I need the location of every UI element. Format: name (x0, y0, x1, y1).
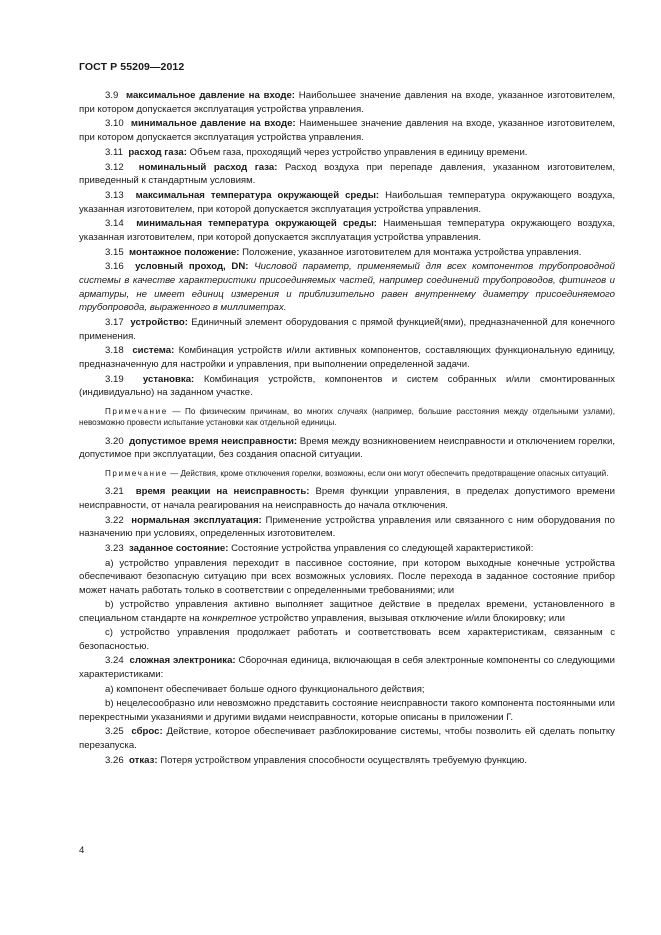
term: монтажное положение: (129, 246, 240, 258)
term: максимальная температура окружающей среды: (135, 189, 380, 201)
definition-3-12: 3.12 номинальный расход газа: Расход воздуха при перепаде давления, указанном изготовителем, приведенный к стандартным условиям. (79, 161, 615, 187)
definitions-body (79, 89, 615, 768)
term: заданное состояние: (129, 543, 229, 555)
definition-3-16: 3.16 условный проход, DN: Числовой параметр, применяемый для всех компонентов трубопроводной системы в качестве характеристики присоединяемых частей, например соединений трубопроводов, фитингов и арматуры, не имеет единиц измерения и приблизительно равен внутреннему диаметру присоединяемого трубопровода, выраженного в миллиметрах. (79, 261, 615, 314)
term: минимальная температура окружающей среды: (136, 218, 377, 230)
note-label: Примечание (105, 406, 168, 416)
term: расход газа: (128, 146, 187, 158)
definition-3-23: 3.23 заданное состояние: Состояние устройства управления со следующей характеристикой: (105, 543, 534, 555)
note-3-20: Примечание — Действия, кроме отключения горелки, возможны, если они могут обеспечить предотвращение опасных ситуаций. (105, 468, 609, 478)
term: максимальное давление на входе: (126, 90, 295, 101)
definition-3-17: 3.17 устройство: Единичный элемент оборудования с прямой функцией(ями), предназначенной для конечного применения. (79, 317, 615, 342)
term: условный проход, DN: (135, 261, 249, 273)
term: отказ: (129, 754, 158, 766)
definition-3-13: 3.13 максимальная температура окружающей среды: Наибольшая температура окружающего воздуха, указанная изготовителем, при которой допускается эксплуатация устройства управления. (79, 189, 615, 215)
page-number: 4 (79, 845, 85, 856)
term: допустимое время неисправности: (129, 435, 298, 447)
document-header (79, 61, 184, 73)
term: установка: (142, 373, 195, 385)
term: нормальная эксплуатация: (131, 514, 262, 526)
definition-3-18: 3.18 система: Комбинация устройств и/или активных компонентов, составляющих функциональную единицу, предназначенную для настройки и управления, при выполнении определенной задачи. (79, 345, 615, 370)
list-item-3-24-a: a) компонент обеспечивает больше одного функционального действия; (105, 683, 425, 695)
term: время реакции на неисправность: (135, 486, 310, 498)
definition-3-22: 3.22 нормальная эксплуатация: Применение устройства управления или связанного с ним оборудования по назначению при условиях, определенных изготовителем. (79, 514, 615, 540)
term: минимальное давление на входе: (130, 118, 296, 130)
definition-3-24: 3.24 сложная электроника: Сборочная единица, включающая в себя электронные компоненты со следующими характеристиками: (79, 655, 615, 681)
definition-3-20: 3.20 допустимое время неисправности: Время между возникновением неисправности и отключением горелки, допустимое при эксплуатации, без создания опасной ситуации. (79, 435, 615, 461)
term: сброс: (131, 726, 163, 738)
term: устройство: (130, 317, 188, 328)
definition-3-14: 3.14 минимальная температура окружающей среды: Наименьшая температура окружающего воздуха, указанная изготовителем, при которой допускается эксплуатация устройства управления. (79, 218, 615, 243)
list-item-3-23-b: b) устройство управления активно выполняет защитное действие в пределах времени, установленного в специальном стандарте на конкретное устройство управления, вызывая отключение и/или блокировку; или (79, 599, 615, 625)
note-label: Примечание (105, 468, 168, 478)
list-item-3-23-a: a) устройство управления переходит в пассивное состояние, при котором выходные конечные устройства обеспечивают безопасную ситуацию при всех возможных условиях. После перехода в заданное состояние прибор может начать работать только в соответствии с определенными требованиями; или (79, 557, 615, 597)
term: система: (132, 345, 175, 357)
definition-3-15: 3.15 монтажное положение: Положение, указанное изготовителем для монтажа устройства управления. (105, 246, 582, 258)
term: сложная электроника: (129, 655, 236, 667)
standard-id: ГОСТ Р 55209—2012 (79, 61, 185, 73)
list-item-3-24-b: b) нецелесообразно или невозможно представить состояние неисправности такого компонента постоянными или перекрестными указаниями и другими видами неисправности, которые описаны в приложении Г. (79, 698, 615, 723)
definition-3-10: 3.10 минимальное давление на входе: Наименьшее значение давления на входе, указанное изготовителем, при котором допускается эксплуатация устройства управления. (79, 118, 615, 143)
note-3-19: Примечание — По физическим причинам, во многих случаях (например, большие расстояния между отдельными узлами), невозможно провести испытание установки как отдельной единицы. (79, 406, 615, 428)
definition-3-9: 3.9 максимальное давление на входе: Наибольшее значение давления на входе, указанное изготовителем, при котором допускается эксплуатация устройства управления. (79, 90, 616, 115)
definition-3-19: 3.19 установка: Комбинация устройств, компонентов и систем собранных и/или смонтированных (индивидуально) на заданном участке. (79, 373, 615, 399)
definition-3-26: 3.26 отказ: Потеря устройством управления способности осуществлять требуемую функцию. (105, 754, 527, 766)
definition-3-21: 3.21 время реакции на неисправность: Время функции управления, в пределах допустимого времени неисправности, от начала реагирования на неисправность до начала отключения. (79, 486, 615, 511)
definition-3-25: 3.25 сброс: Действие, которое обеспечивает разблокирование системы, чтобы позволить ей сделать попытку перезапуска. (79, 726, 615, 751)
definition-3-11: 3.11 расход газа: Объем газа, проходящий через устройство управления в единицу времени. (105, 146, 528, 158)
term: номинальный расход газа: (138, 161, 278, 173)
list-item-3-23-c: c) устройство управления продолжает работать и соответствовать всем характеристикам, связанным с безопасностью. (79, 627, 615, 653)
